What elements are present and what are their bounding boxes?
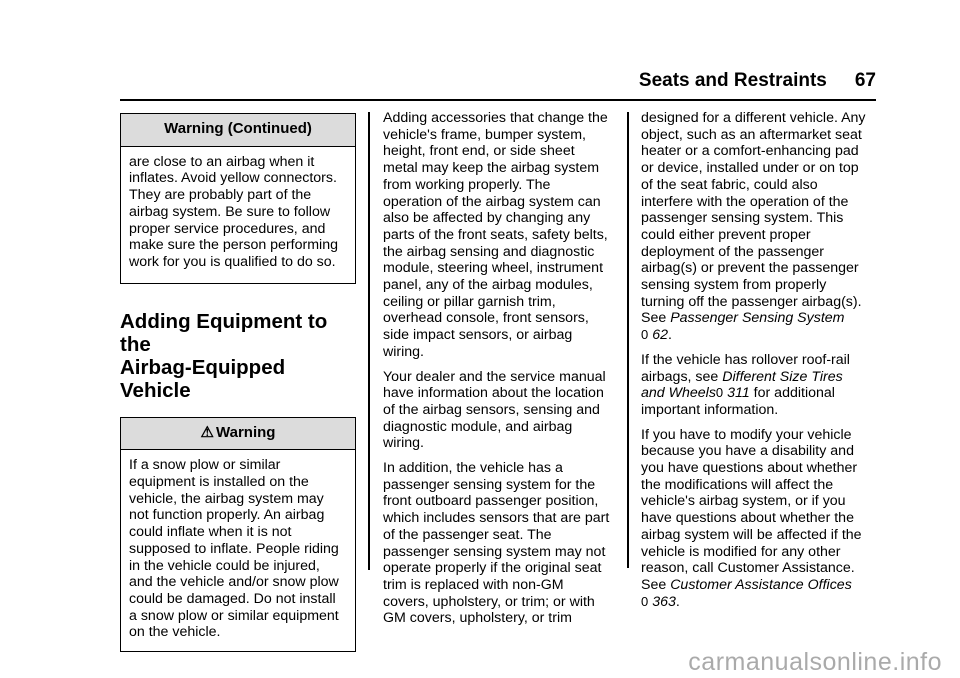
paragraph [641,352,879,419]
paragraph: In addition, the vehicle has a passenger sensing system for the front outboard passenger position, which includes sensors that are part of the passenger seat. The passenger sensing system may not operate properly if the original seat trim is replaced with non-GM covers, upholstery, or trim; or with GM covers, upholstery, or trim [383,460,610,627]
paragraph: Adding accessories that change the vehicle's frame, bumper system, height, front end, or side sheet metal may keep the airbag system from working properly. The operation of the airbag system can also be affected by changing any parts of the front seats, safety belts, the airbag sensing and diagnostic module, steering wheel, instrument panel, any of the airbag modules, ceiling or pillar garnish trim, overhead console, front sensors, side impact sensors, or airbag wiring. [383,110,608,360]
warning-continued-box [120,113,356,284]
warning-icon: ⚠ [200,423,214,441]
warning-title: Warning [216,423,276,441]
paragraph: If you have to modify your vehicle because you have a disability and you have questions about whether the modifications will affect the vehicle's airbag system, or if you have questions about whether the airbag system will be affected if the vehicle is modified for any other reason, call Customer Assistance. See Customer Assistance Offices 0 363. [641,426,862,610]
warning-continued-body: are close to an airbag when it inflates. Avoid yellow connectors. They are probably part of the airbag system. Be sure to follow proper service procedures, and make sure the person performing work for you is qualified to do so. [129,153,338,270]
warning-body: If a snow plow or similar equipment is installed on the vehicle, the airbag system may not function properly. An airbag could inflate when it is not supposed to inflate. People riding in the vehicle could be injured, and the vehicle and/or snow plow could be damaged. Do not install a snow plow or similar equipment on the vehicle. [129,457,339,641]
xref-page[interactable]: 311 [727,385,750,402]
column-2 [383,110,618,635]
paragraph-text: If the vehicle has rollover roof-rail airbags, see [641,351,850,385]
xref-link[interactable]: Different Size Tires and Wheels [641,368,843,402]
column-3 [641,110,879,618]
section-header-title: Seats and Restraints [638,70,827,91]
xref-link[interactable]: Customer Assistance Offices [670,576,852,593]
warning-box [120,417,356,652]
warning-continued-title: Warning (Continued) [121,114,355,147]
column-divider-2 [627,112,629,568]
xref-page[interactable]: 62 [652,327,668,344]
column-divider-1 [368,112,370,570]
paragraph: designed for a different vehicle. Any object, such as an aftermarket seat heater or a comfort-enhancing pad or device, installed under or on top of the seat fabric, could also interfere with the operation of the passenger sensing system. This could either prevent proper deployment of the passenger airbag(s) or prevent the passenger sensing system from properly turning off the passenger airbag(s). See Passenger Sensing System 0 62. [641,110,866,344]
paragraph-text: designed for a different vehicle. Any object, such as an aftermarket seat heater or a comfort-enhancing pad or device, installed under or on top of the seat fabric, could also interfere with the operation of the passenger sensing system. This could either prevent proper deployment of the passenger airbag(s) or prevent the passenger sensing system from properly turning off the passenger airbag(s). See [641,110,866,327]
watermark: carmanualsonline.info [688,648,942,676]
xref-page[interactable]: 363 [652,593,676,610]
page-header [0,70,876,100]
section-title: Adding Equipment to the Airbag-Equipped Vehicle [120,309,328,402]
page-ref-icon: 0 [641,327,649,343]
page-number: 67 [854,70,876,91]
header-rule [120,99,876,101]
column-1 [120,113,356,652]
warning-header [121,418,355,451]
paragraph: Your dealer and the service manual have information about the location of the airbag sensors, sensing and diagnostic module, and airbag wiring. [383,368,606,452]
paragraph-text: for additional important information. [641,385,835,418]
xref-link[interactable]: Passenger Sensing System [670,310,845,327]
page-ref-icon: 0 [715,385,724,401]
paragraph-text: If you have to modify your vehicle because you have a disability and you have questions about whether the modifications will affect the vehicle's airbag system, or if you have questions about whether the airbag system will be affected if the vehicle is modified for any other reason, call Customer Assistance. See [641,426,862,593]
page-ref-icon: 0 [641,593,649,609]
